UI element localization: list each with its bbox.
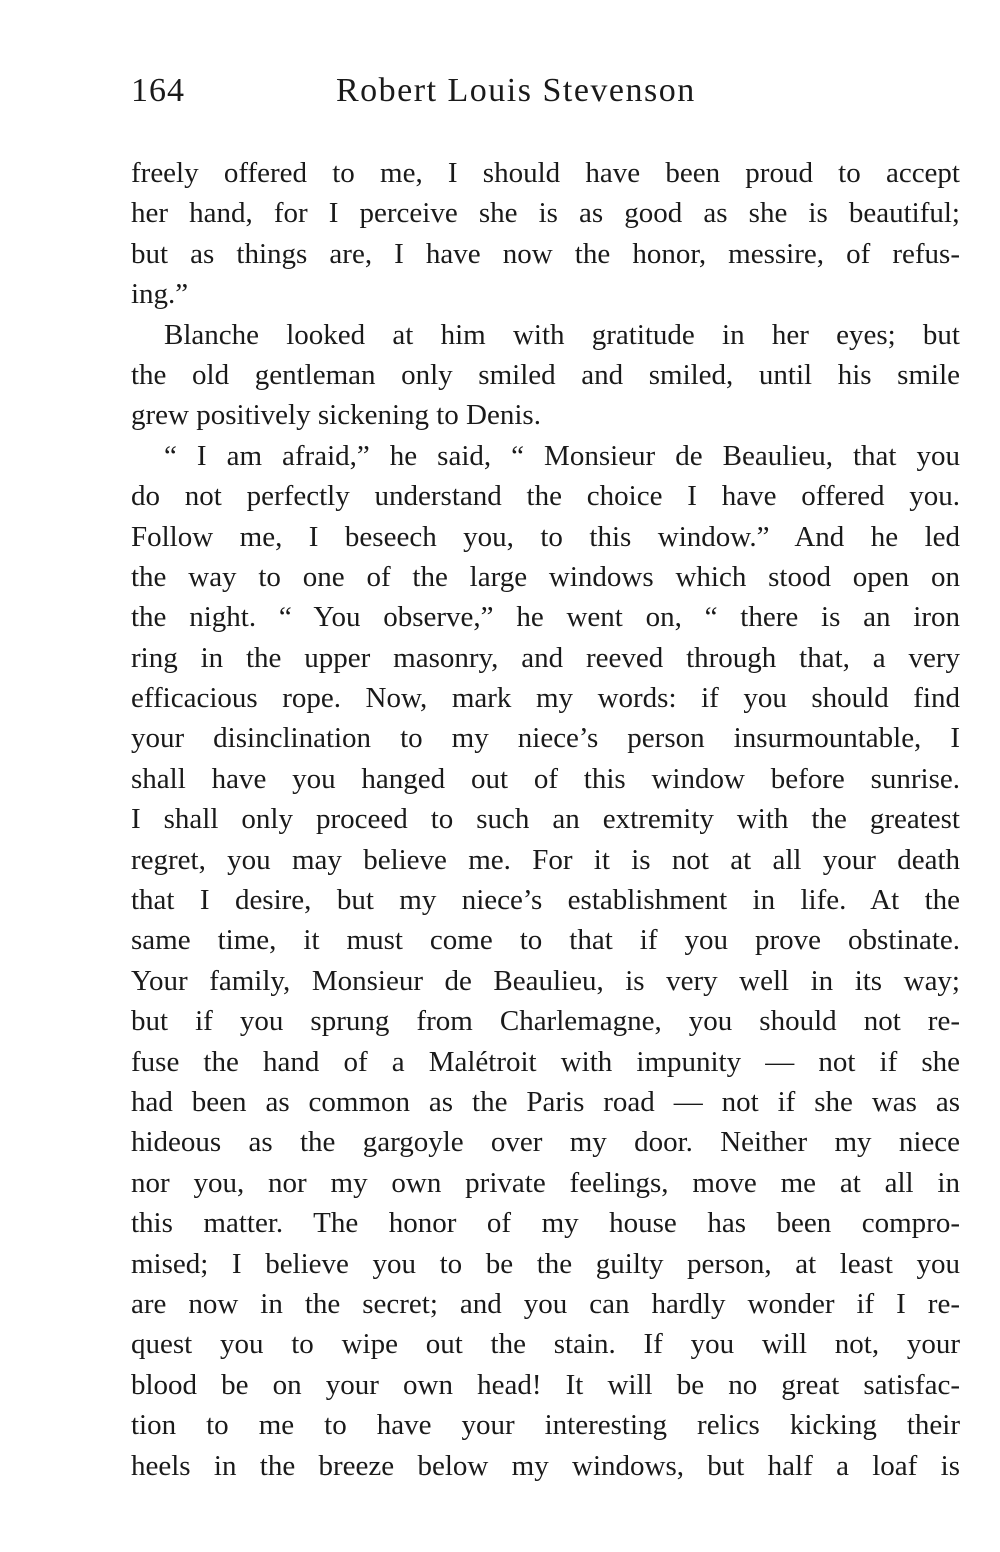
text-line: fuse the hand of a Malétroit with impunity — not if she bbox=[131, 1045, 960, 1078]
text-line: but if you sprung from Charlemagne, you should not re- bbox=[131, 1005, 960, 1038]
text-line: do not perfectly understand the choice I have offered you. bbox=[131, 480, 960, 513]
text-line: heels in the breeze below my windows, but half a loaf is bbox=[131, 1449, 960, 1482]
text-line: that I desire, but my niece’s establishment in life. At the bbox=[131, 884, 960, 917]
text-line: are now in the secret; and you can hardly wonder if I re- bbox=[131, 1287, 960, 1320]
text-line: hideous as the gargoyle over my door. Neither my niece bbox=[131, 1126, 960, 1159]
text-line: your disinclination to my niece’s person insurmountable, I bbox=[131, 722, 960, 755]
text-line: but as things are, I have now the honor, messire, of refus- bbox=[131, 237, 960, 270]
text-line: had been as common as the Paris road — not if she was as bbox=[131, 1085, 960, 1118]
running-head-title: Robert Louis Stevenson bbox=[336, 72, 696, 109]
text-line: freely offered to me, I should have been proud to accept bbox=[131, 157, 960, 189]
body-text bbox=[131, 153, 960, 1486]
text-line: efficacious rope. Now, mark my words: if you should find bbox=[131, 682, 960, 715]
text-line: her hand, for I perceive she is as good as she is beautiful; bbox=[131, 197, 960, 230]
text-line: ing.” bbox=[131, 278, 189, 311]
text-line: the old gentleman only smiled and smiled, until his smile bbox=[131, 358, 960, 391]
running-head bbox=[131, 72, 960, 122]
text-line: Blanche looked at him with gratitude in her eyes; but bbox=[164, 318, 960, 351]
text-line: grew positively sickening to Denis. bbox=[131, 399, 541, 432]
text-line: regret, you may believe me. For it is not at all your death bbox=[131, 843, 960, 876]
text-line: this matter. The honor of my house has been compro- bbox=[131, 1207, 960, 1240]
page-number: 164 bbox=[131, 72, 185, 109]
text-line: Follow me, I beseech you, to this window.” And he led bbox=[131, 520, 960, 553]
text-line: mised; I believe you to be the guilty person, at least you bbox=[131, 1247, 960, 1280]
text-line: nor you, nor my own private feelings, move me at all in bbox=[131, 1166, 960, 1199]
text-line: tion to me to have your interesting relics kicking their bbox=[131, 1409, 960, 1442]
text-line: quest you to wipe out the stain. If you will not, your bbox=[131, 1328, 960, 1361]
text-line: “ I am afraid,” he said, “ Monsieur de Beaulieu, that you bbox=[164, 439, 960, 472]
text-line: blood be on your own head! It will be no great satisfac- bbox=[131, 1368, 960, 1401]
text-line: ring in the upper masonry, and reeved through that, a very bbox=[131, 641, 960, 674]
text-line: the way to one of the large windows which stood open on bbox=[131, 560, 960, 593]
text-line: shall have you hanged out of this window before sunrise. bbox=[131, 762, 960, 795]
text-line: Your family, Monsieur de Beaulieu, is very well in its way; bbox=[131, 964, 960, 997]
text-line: I shall only proceed to such an extremity with the greatest bbox=[131, 803, 960, 836]
text-line: the night. “ You observe,” he went on, “ there is an iron bbox=[131, 601, 960, 634]
text-line: same time, it must come to that if you prove obstinate. bbox=[131, 924, 960, 957]
